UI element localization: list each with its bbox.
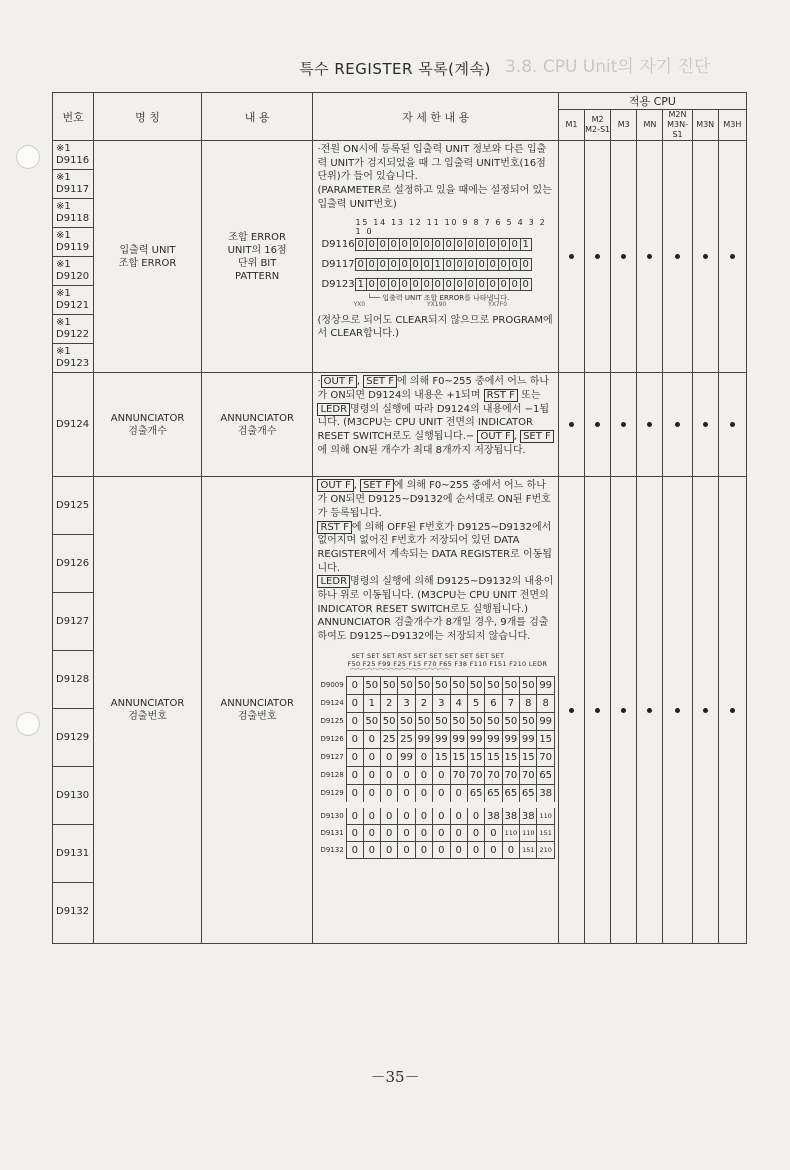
applies-dot-icon [595, 708, 600, 713]
register-content: 조합 ERROR UNIT의 16점 단위 BIT PATTERN [201, 141, 313, 373]
annunciator-cell: 2 [380, 694, 397, 712]
bit-cell: 0 [410, 258, 421, 270]
annunciator-cell: 99 [415, 730, 432, 748]
applies-dot-icon [703, 254, 708, 259]
applies-dot-icon [703, 708, 708, 713]
annunciator-cell: 1 [363, 694, 380, 712]
annunciator-cell: 0 [433, 842, 450, 859]
bit-cell: 0 [421, 278, 432, 290]
bit-row [321, 278, 531, 290]
annunciator-cell: 99 [467, 730, 484, 748]
annunciator-cell: 99 [537, 712, 554, 730]
bit-cell: 0 [498, 238, 509, 250]
annunciator-cell: 0 [363, 825, 380, 842]
header-content: 내 용 [201, 93, 313, 141]
annunciator-cell: 0 [467, 842, 484, 859]
bit-cell: 0 [410, 238, 421, 250]
register-code: D9127 [53, 593, 94, 651]
annunciator-cell: 0 [347, 766, 363, 784]
bit-row-label: D9117 [321, 258, 355, 270]
bit-cell: 0 [355, 238, 366, 250]
register-content: ANNUNCIATOR 검출개수 [201, 373, 313, 477]
applies-dot-icon [569, 708, 574, 713]
annunciator-cell: 15 [485, 748, 502, 766]
detail-cell [313, 477, 558, 944]
annunciator-cell: 70 [502, 766, 519, 784]
cpu-applies-4 [663, 477, 692, 944]
punch-hole-top [16, 145, 40, 169]
annunciator-cell: 38 [520, 805, 537, 825]
annunciator-cell: 3 [398, 694, 415, 712]
cpu-header-3: MN [637, 110, 663, 141]
annunciator-cell: 0 [415, 748, 432, 766]
annunciator-cell: 3 [433, 694, 450, 712]
detail-intro: ·전원 ON시에 등록된 입출력 UNIT 정보와 다른 입출력 UNIT가 검지되었을 때 그 입출력 UNIT번호(16점단위)가 들어 있습니다. (PARAMETER로 설정하고 있을 때에는 설정되어 있는 입출력 UNIT번호) [317, 144, 552, 210]
applies-dot-icon [621, 254, 626, 259]
bit-cell: 0 [465, 278, 476, 290]
annunciator-cell: 15 [502, 748, 519, 766]
annunciator-cell: 65 [502, 784, 519, 805]
annunciator-row-label: D9124 [320, 699, 344, 708]
annunciator-cell: 6 [485, 694, 502, 712]
annunciator-cell: 0 [433, 766, 450, 784]
annunciator-cell: 65 [467, 784, 484, 805]
annunciator-cell: 8 [537, 694, 554, 712]
bit-legend: └── 입출력 UNIT 조합 ERROR를 나타냅니다. [367, 293, 510, 302]
cpu-applies-6 [718, 477, 746, 944]
operation-arrows: ⌒⌒⌒⌒⌒⌒⌒⌒⌒⌒⌒⌒⌒⌒⌒⌒⌒⌒ [349, 667, 449, 676]
header-detail: 자 세 한 내 용 [313, 93, 558, 141]
applies-dot-icon [675, 422, 680, 427]
bit-cell: 0 [377, 238, 388, 250]
header-name: 명 칭 [94, 93, 202, 141]
annunciator-cell: 0 [415, 805, 432, 825]
bit-cell: 0 [443, 238, 454, 250]
header-cpu-group: 적용 CPU [558, 93, 746, 110]
register-code: D9126 [53, 535, 94, 593]
annunciator-cell: 99 [537, 676, 554, 694]
bit-cell: 0 [410, 278, 421, 290]
annunciator-cell: 0 [467, 805, 484, 825]
annunciator-cell: 50 [363, 712, 380, 730]
annunciator-cell: 0 [415, 766, 432, 784]
bit-cell: 0 [377, 258, 388, 270]
cpu-applies-5 [692, 477, 718, 944]
cpu-applies-0 [558, 141, 584, 373]
bit-cell: 0 [498, 258, 509, 270]
applies-dot-icon [675, 254, 680, 259]
applies-dot-icon [647, 254, 652, 259]
annunciator-cell: 8 [520, 694, 537, 712]
annunciator-row [320, 805, 554, 825]
annunciator-cell: 0 [363, 784, 380, 805]
annunciator-cell: 50 [502, 712, 519, 730]
annunciator-cell: 70 [520, 766, 537, 784]
cpu-applies-3 [637, 373, 663, 477]
bit-cell: 0 [443, 278, 454, 290]
annunciator-cell: 0 [398, 842, 415, 859]
annunciator-cell: 0 [433, 805, 450, 825]
annunciator-cell: 25 [380, 730, 397, 748]
annunciator-cell: 0 [347, 784, 363, 805]
register-code: D9130 [53, 767, 94, 825]
annunciator-cell: 99 [398, 748, 415, 766]
annunciator-cell: 0 [347, 676, 363, 694]
register-content: ANNUNCIATOR 검출번호 [201, 477, 313, 944]
bit-header: 15 14 13 12 11 10 9 8 7 6 5 4 3 2 1 0 [355, 217, 547, 236]
cpu-applies-5 [692, 373, 718, 477]
annunciator-cell: 50 [380, 712, 397, 730]
annunciator-cell: 0 [347, 712, 363, 730]
annunciator-row [320, 694, 554, 712]
bit-row-label: D9116 [321, 238, 355, 250]
cpu-header-1: M2 M2-S1 [585, 110, 611, 141]
page-number: －35－ [370, 1068, 420, 1086]
annunciator-cell: 0 [363, 805, 380, 825]
annunciator-cell: 0 [502, 842, 519, 859]
bit-cell: 0 [487, 258, 498, 270]
bit-cell: 0 [454, 278, 465, 290]
bit-cell: 1 [432, 258, 443, 270]
annunciator-cell: 38 [502, 805, 519, 825]
annunciator-cell: 50 [485, 676, 502, 694]
cpu-applies-2 [611, 373, 637, 477]
annunciator-row-label: D9128 [320, 771, 344, 780]
annunciator-cell: 99 [485, 730, 502, 748]
annunciator-row-label: D9127 [320, 753, 344, 762]
bit-notes: YX0 YX190 YX7F0 [353, 300, 508, 308]
register-code: D9125 [53, 477, 94, 535]
register-code: ※1 D9117 [53, 170, 94, 199]
annunciator-cell: 0 [363, 766, 380, 784]
annunciator-row [320, 676, 554, 694]
bit-cell: 0 [366, 238, 377, 250]
register-code: ※1 D9120 [53, 257, 94, 286]
register-code: D9131 [53, 825, 94, 883]
annunciator-cell: 15 [537, 730, 554, 748]
annunciator-cell: 65 [485, 784, 502, 805]
annunciator-cell: 0 [363, 842, 380, 859]
annunciator-cell: 70 [537, 748, 554, 766]
annunciator-cell: 5 [467, 694, 484, 712]
applies-dot-icon [595, 422, 600, 427]
annunciator-cell: 99 [433, 730, 450, 748]
annunciator-cell: 0 [467, 825, 484, 842]
cpu-applies-1 [585, 141, 611, 373]
annunciator-cell: 151 [520, 842, 537, 859]
annunciator-cell: 50 [398, 676, 415, 694]
page-title: 특수 REGISTER 목록(계속) [299, 60, 491, 78]
annunciator-cell: 0 [485, 842, 502, 859]
annunciator-cell: 99 [450, 730, 467, 748]
annunciator-cell: 99 [502, 730, 519, 748]
operation-sequence: SET SET SET RST SET SET SET SET SET SET F50 F25 F99 F25 F15 F70 F65 F38 F110 F151 F210 LEDR ⌒⌒⌒⌒⌒⌒⌒⌒⌒⌒⌒⌒⌒⌒⌒⌒⌒⌒ [347, 652, 554, 676]
bit-cell: 0 [476, 278, 487, 290]
detail-text: · OUT F , SET F 에 의해 F0~255 중에서 어느 하나가 ON되면 D9124의 내용은 +1되며 RST F 또는 LEDR 명령의 실행에 따라 D9124의 내용에서 −1됩니다. (M3CPU는 CPU UNIT 전면의 INDICATOR RESET SWITCH로도 실행됩니다.− OUT F , SET F에 의해 ON된 개수가 최대 8개까지 저장됩니다. [317, 375, 554, 457]
applies-dot-icon [569, 254, 574, 259]
register-codes-d9125-d9132 [53, 477, 94, 944]
annunciator-cell: 0 [398, 805, 415, 825]
annunciator-cell: 50 [398, 712, 415, 730]
bit-cell: 0 [366, 278, 377, 290]
annunciator-cell: 2 [415, 694, 432, 712]
bit-cell: 0 [465, 258, 476, 270]
annunciator-cell: 65 [537, 766, 554, 784]
annunciator-cell: 0 [433, 825, 450, 842]
annunciator-cell: 15 [467, 748, 484, 766]
applies-dot-icon [730, 708, 735, 713]
applies-dot-icon [647, 422, 652, 427]
register-code-d9124: D9124 [53, 373, 94, 477]
bit-cell: 0 [388, 238, 399, 250]
annunciator-row-label: D9126 [320, 735, 344, 744]
annunciator-cell: 4 [450, 694, 467, 712]
register-code: ※1 D9116 [53, 141, 94, 170]
annunciator-cell: 50 [415, 712, 432, 730]
annunciator-cell: 0 [347, 694, 363, 712]
annunciator-row [320, 748, 554, 766]
annunciator-row-label: D9131 [320, 829, 344, 838]
annunciator-cell: 0 [485, 825, 502, 842]
annunciator-row [320, 825, 554, 842]
bit-cell: 0 [465, 238, 476, 250]
annunciator-cell: 0 [415, 784, 432, 805]
cpu-applies-4 [663, 141, 692, 373]
bit-cell: 0 [388, 258, 399, 270]
annunciator-cell: 0 [347, 805, 363, 825]
bit-cell: 0 [432, 238, 443, 250]
register-code: D9128 [53, 651, 94, 709]
annunciator-cell: 50 [380, 676, 397, 694]
bit-row-spacer [321, 270, 531, 278]
bit-cell: 0 [487, 278, 498, 290]
annunciator-row [320, 712, 554, 730]
annunciator-cell: 99 [520, 730, 537, 748]
annunciator-cell: 50 [433, 676, 450, 694]
register-name: ANNUNCIATOR 검출개수 [94, 373, 202, 477]
cpu-applies-0 [558, 477, 584, 944]
bit-cell: 0 [388, 278, 399, 290]
annunciator-row [320, 842, 554, 859]
annunciator-cell: 25 [398, 730, 415, 748]
bit-cell: 0 [509, 258, 520, 270]
annunciator-row-label: D9130 [320, 812, 344, 821]
annunciator-cell: 50 [467, 712, 484, 730]
bit-cell: 0 [443, 258, 454, 270]
applies-dot-icon [675, 708, 680, 713]
register-name: ANNUNCIATOR 검출번호 [94, 477, 202, 944]
cpu-applies-6 [718, 141, 746, 373]
applies-dot-icon [569, 422, 574, 427]
detail-text: OUT F , SET F 에 의해 F0~255 중에서 어느 하나가 ON되면 D9125~D9132에 순서대로 ON된 F번호가 등록됩니다. RST F 에 의해 OFF된 F번호가 D9125~D9132에서 없어지며 없어진 F번호가 저장되어 있던 DATA REGISTER에서 계속되는 DATA REGISTER로 이동됩니다. LEDR 명령의 실행에 의해 D9125~D9132의 내용이 하나 위로 이동됩니다. (M3CPU는 CPU UNIT 전면의 INDICATOR RESET SWITCH로도 실행됩니다.) ANNUNCIATOR 검출개수가 8개일 경우, 9개를 검출하여도 D9125~D9132에는 저장되지 않습니다. [317, 480, 554, 643]
annunciator-cell: 38 [485, 805, 502, 825]
annunciator-cell: 0 [450, 842, 467, 859]
annunciator-cell: 0 [347, 748, 363, 766]
applies-dot-icon [730, 254, 735, 259]
annunciator-cell: 151 [537, 825, 554, 842]
cpu-applies-3 [637, 477, 663, 944]
annunciator-cell: 0 [363, 730, 380, 748]
applies-dot-icon [621, 422, 626, 427]
bit-cell: 0 [399, 258, 410, 270]
punch-hole-bottom [16, 712, 40, 736]
annunciator-cell: 50 [433, 712, 450, 730]
annunciator-cell: 110 [502, 825, 519, 842]
annunciator-cell: 50 [450, 712, 467, 730]
bit-cell: 0 [432, 278, 443, 290]
annunciator-cell: 38 [537, 784, 554, 805]
cpu-applies-4 [663, 373, 692, 477]
annunciator-cell: 0 [380, 805, 397, 825]
annunciator-cell: 210 [537, 842, 554, 859]
bit-cell: 0 [454, 238, 465, 250]
bit-cell: 0 [355, 258, 366, 270]
annunciator-cell: 0 [398, 766, 415, 784]
annunciator-example-table [320, 676, 554, 860]
annunciator-cell: 50 [450, 676, 467, 694]
register-code: ※1 D9118 [53, 199, 94, 228]
bit-cell: 0 [399, 238, 410, 250]
annunciator-cell: 0 [415, 842, 432, 859]
register-code: ※1 D9122 [53, 315, 94, 344]
annunciator-cell: 0 [347, 825, 363, 842]
annunciator-row [320, 730, 554, 748]
annunciator-row [320, 766, 554, 784]
annunciator-cell: 0 [433, 784, 450, 805]
applies-dot-icon [647, 708, 652, 713]
annunciator-cell: 50 [363, 676, 380, 694]
bleed-through-text: 3.8. CPU Unit의 자기 진단 [505, 57, 711, 77]
annunciator-cell: 0 [380, 766, 397, 784]
annunciator-cell: 0 [347, 730, 363, 748]
annunciator-row-label: D9009 [320, 681, 344, 690]
annunciator-cell: 7 [502, 694, 519, 712]
bit-row-label: D9123 [321, 278, 355, 290]
bit-cell: 0 [454, 258, 465, 270]
detail-outro: (정상으로 되어도 CLEAR되지 않으므로 PROGRAM에서 CLEAR합니다.) [317, 314, 553, 340]
applies-dot-icon [595, 254, 600, 259]
bit-cell: 0 [520, 258, 531, 270]
annunciator-row [320, 784, 554, 805]
annunciator-cell: 110 [520, 825, 537, 842]
cpu-applies-2 [611, 477, 637, 944]
cpu-applies-1 [585, 373, 611, 477]
annunciator-cell: 0 [450, 805, 467, 825]
annunciator-cell: 50 [520, 712, 537, 730]
special-register-table [52, 92, 747, 944]
detail-cell [313, 373, 558, 477]
register-code: D9129 [53, 709, 94, 767]
annunciator-cell: 15 [450, 748, 467, 766]
cpu-header-5: M3N [692, 110, 718, 141]
cpu-applies-5 [692, 141, 718, 373]
bit-cell: 0 [399, 278, 410, 290]
bit-row [321, 258, 531, 270]
annunciator-cell: 70 [485, 766, 502, 784]
annunciator-cell: 70 [467, 766, 484, 784]
bit-cell: 0 [421, 238, 432, 250]
annunciator-row-label: D9132 [320, 846, 344, 855]
header-no: 번호 [53, 93, 94, 141]
annunciator-cell: 0 [398, 784, 415, 805]
annunciator-cell: 50 [485, 712, 502, 730]
annunciator-cell: 0 [450, 825, 467, 842]
annunciator-cell: 0 [363, 748, 380, 766]
register-code: ※1 D9119 [53, 228, 94, 257]
bit-cell: 0 [487, 238, 498, 250]
annunciator-cell: 0 [380, 748, 397, 766]
annunciator-row-label: D9129 [320, 789, 344, 798]
cpu-header-6: M3H [718, 110, 746, 141]
bit-cell: 0 [509, 278, 520, 290]
applies-dot-icon [621, 708, 626, 713]
annunciator-cell: 70 [450, 766, 467, 784]
annunciator-cell: 110 [537, 805, 554, 825]
annunciator-cell: 0 [415, 825, 432, 842]
bit-cell: 0 [509, 238, 520, 250]
cpu-header-2: M3 [611, 110, 637, 141]
cpu-applies-0 [558, 373, 584, 477]
bit-row [321, 238, 531, 250]
register-codes-d9116-d9123 [53, 141, 94, 373]
bit-cell: 0 [377, 278, 388, 290]
bit-cell: 0 [366, 258, 377, 270]
annunciator-cell: 50 [467, 676, 484, 694]
applies-dot-icon [703, 422, 708, 427]
cpu-applies-2 [611, 141, 637, 373]
cpu-applies-1 [585, 477, 611, 944]
register-code: D9132 [56, 905, 90, 917]
annunciator-cell: 15 [433, 748, 450, 766]
bit-pattern-table [321, 238, 531, 291]
bit-cell: 0 [476, 238, 487, 250]
bit-row-spacer [321, 250, 531, 258]
annunciator-cell: 0 [380, 842, 397, 859]
applies-dot-icon [730, 422, 735, 427]
bit-cell: 1 [520, 238, 531, 250]
cpu-header-0: M1 [558, 110, 584, 141]
annunciator-cell: 0 [398, 825, 415, 842]
cpu-applies-6 [718, 373, 746, 477]
register-name: 입출력 UNIT 조합 ERROR [94, 141, 202, 373]
cpu-applies-3 [637, 141, 663, 373]
bit-cell: 0 [520, 278, 531, 290]
annunciator-cell: 15 [520, 748, 537, 766]
annunciator-cell: 0 [347, 842, 363, 859]
annunciator-cell: 0 [380, 825, 397, 842]
annunciator-cell: 0 [380, 784, 397, 805]
annunciator-cell: 0 [450, 784, 467, 805]
annunciator-row-label: D9125 [320, 717, 344, 726]
annunciator-cell: 50 [415, 676, 432, 694]
register-code: ※1 D9123 [56, 346, 90, 370]
annunciator-cell: 65 [520, 784, 537, 805]
cpu-header-4: M2N M3N-S1 [663, 110, 692, 141]
bit-cell: 0 [421, 258, 432, 270]
bit-cell: 1 [355, 278, 366, 290]
bit-cell: 0 [476, 258, 487, 270]
detail-cell [313, 141, 558, 373]
register-code: ※1 D9121 [53, 286, 94, 315]
annunciator-cell: 50 [502, 676, 519, 694]
annunciator-cell: 50 [520, 676, 537, 694]
bit-cell: 0 [498, 278, 509, 290]
